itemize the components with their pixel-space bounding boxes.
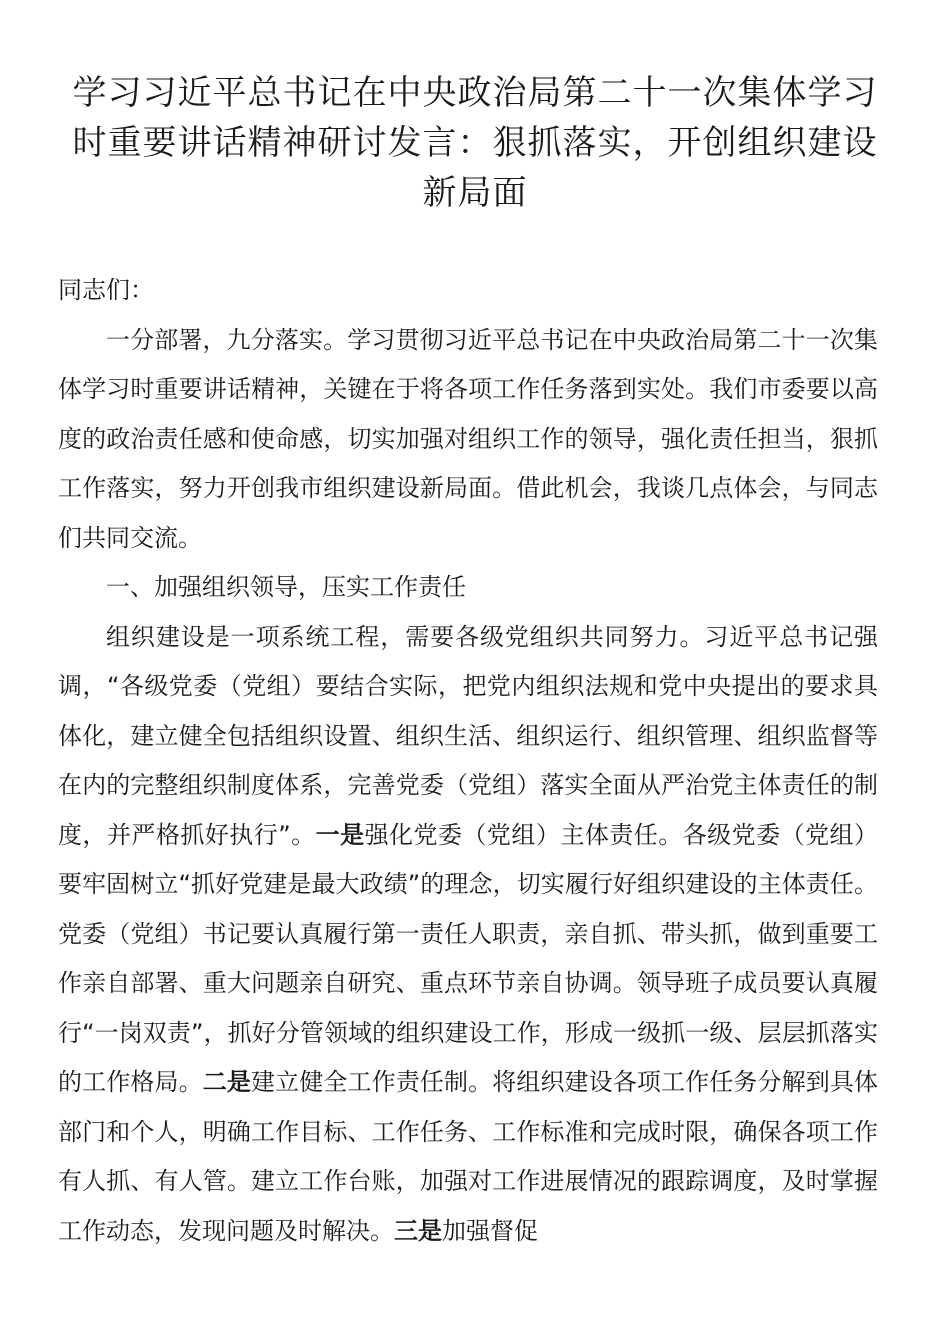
document-body — [58, 266, 878, 1256]
salutation: 同志们： — [58, 276, 154, 304]
point-marker: 一是 — [315, 820, 365, 849]
document-title: 学习习近平总书记在中央政治局第二十一次集体学习时重要讲话精神研讨发言：狠抓落实，开创组织建设新局面 — [72, 73, 878, 213]
paragraph-text: 建立健全工作责任制。将组织建设各项工作任务分解到具体部门和个人，明确工作目标、工作任务、工作标准和完成时限，确保各项工作有人抓、有人管。建立工作台账，加强对工作进展情况的跟踪调度，及时掌握工作动态，发现问题及时解决。 — [58, 1068, 879, 1245]
paragraph-text: 强化党委（党组）主体责任。各级党委（党组）要牢固树立“抓好党建是最大政绩”的理念，切实履行好组织建设的主体责任。党委（党组）书记要认真履行第一责任人职责，亲自抓、带头抓，做到重要工作亲自部署、重大问题亲自研究、重点环节亲自协调。领导班子成员要认真履行“一岗双责”，抓好分管领域的组织建设工作，形成一级抓一级、层层抓落实的工作格局。 — [58, 820, 879, 1096]
intro-paragraph: 一分部署，九分落实。学习贯彻习近平总书记在中央政治局第二十一次集体学习时重要讲话精神，关键在于将各项工作任务落到实处。我们市委要以高度的政治责任感和使命感，切实加强对组织工作的领导，强化责任担当，狠抓工作落实，努力开创我市组织建设新局面。借此机会，我谈几点体会，与同志们共同交流。 — [58, 325, 878, 552]
point-marker: 二是 — [202, 1068, 251, 1096]
point-marker: 三是 — [394, 1216, 442, 1245]
section-heading: 一、加强组织领导，压实工作责任 — [106, 573, 466, 601]
paragraph-text: 加强督促 — [442, 1216, 538, 1245]
paragraph-text: 组织建设是一项系统工程，需要各级党组织共同努力。习近平总书记强调，“各级党委（党组）要结合实际，把党内组织法规和党中央提出的要求具体化，建立健全包括组织设置、组织生活、组织运行、组织管理、组织监督等在内的完整组织制度体系，完善党委（党组）落实全面从严治党主体责任的制度，并严格抓好执行”。 — [58, 622, 878, 849]
section-paragraph — [58, 613, 878, 1257]
